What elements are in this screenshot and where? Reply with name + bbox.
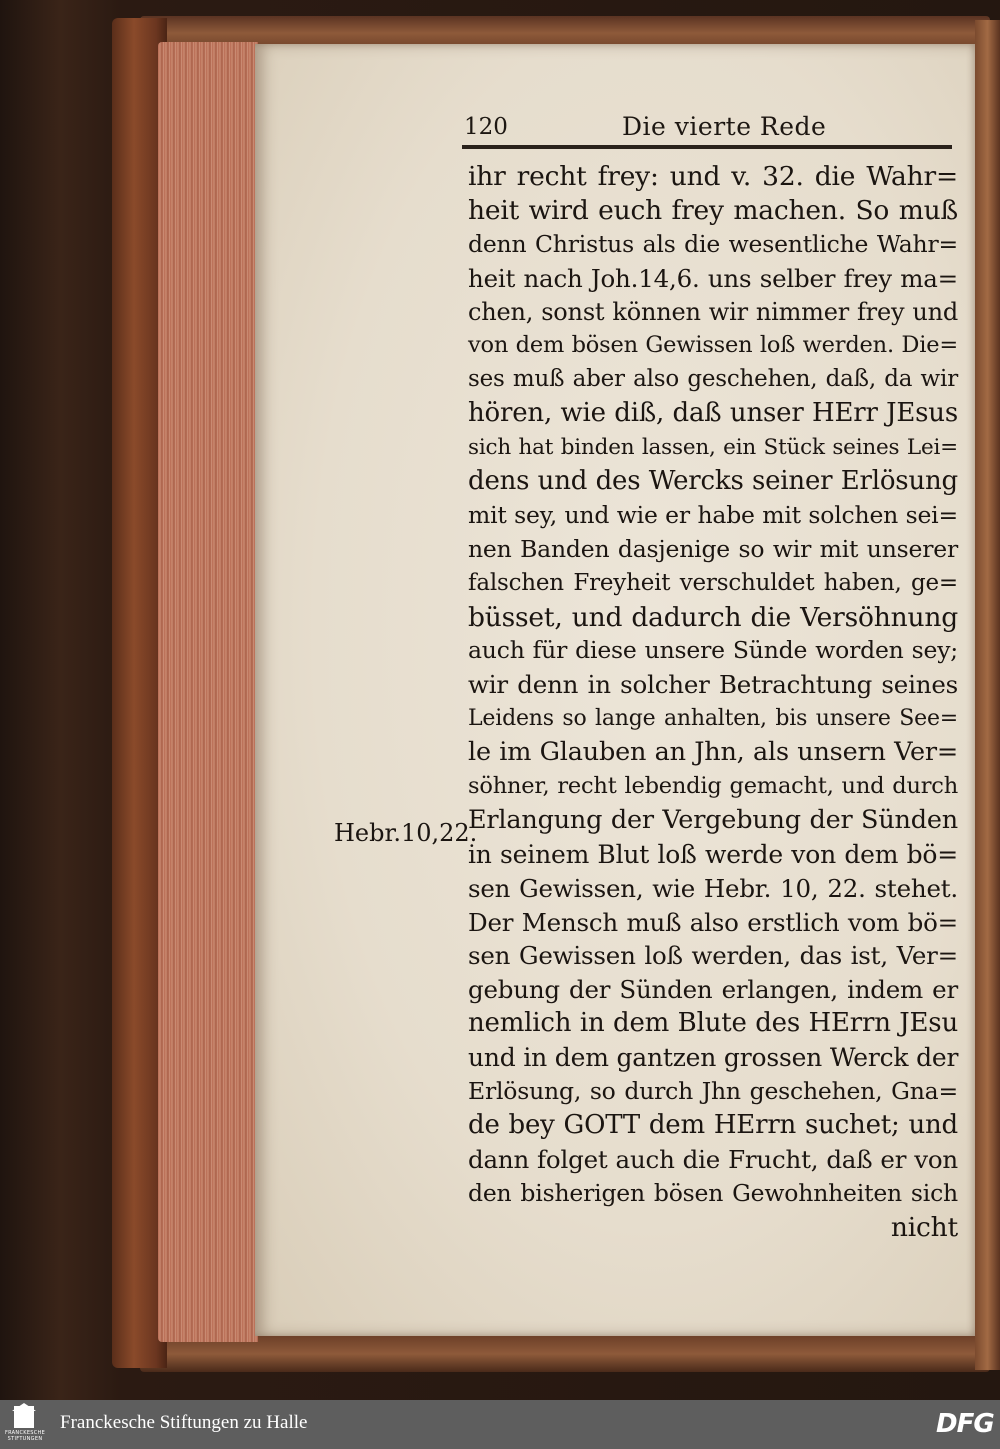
- text-line: dann folget auch die Frucht, daß er von: [468, 1144, 958, 1174]
- body-text: [468, 160, 958, 1245]
- margin-note: Hebr.10,22.: [334, 819, 478, 847]
- text-line: ses muß aber also geschehen, daß, da wir: [468, 366, 958, 393]
- page-header: [464, 110, 954, 144]
- funder-logo[interactable]: DFG: [936, 1409, 994, 1439]
- text-line: auch für diese unsere Sünde worden sey;: [468, 636, 958, 665]
- logo-line-1: FRANCKESCHE: [4, 1430, 46, 1436]
- text-line: nicht: [890, 1211, 958, 1243]
- text-line: ihr recht frey: und v. 32. die Wahr=: [468, 161, 958, 192]
- text-line: falschen Freyheit verschuldet haben, ge=: [468, 569, 958, 596]
- institution-logo[interactable]: [4, 1403, 46, 1446]
- text-line: Leidens so lange anhalten, bis unsere See=: [468, 706, 958, 732]
- book-cover-bottom: [140, 1336, 990, 1372]
- text-line: Erlangung der Vergebung der Sünden: [468, 804, 958, 835]
- text-line: dens und des Wercks seiner Erlösung: [468, 466, 958, 497]
- text-line: büsset, und dadurch die Versöhnung: [468, 601, 958, 633]
- text-line: sich hat binden lassen, ein Stück seines Lei=: [468, 435, 958, 461]
- text-line: nen Banden dasjenige so wir mit unserer: [468, 534, 958, 563]
- text-line: heit wird euch frey machen. So muß: [468, 194, 958, 226]
- header-rule: [462, 145, 952, 149]
- text-line: sen Gewissen loß werden, das ist, Ver=: [468, 941, 958, 971]
- text-line: den bisherigen bösen Gewohnheiten sich: [468, 1178, 958, 1207]
- text-line: sen Gewissen, wie Hebr. 10, 22. stehet.: [468, 873, 958, 903]
- text-line: hören, wie diß, daß unser HErr JEsus: [468, 398, 958, 429]
- text-line: in seinem Blut loß werde von dem bö=: [468, 839, 958, 869]
- footer-bar: [0, 1400, 1000, 1449]
- text-line: chen, sonst können wir nimmer frey und: [468, 297, 958, 326]
- text-line: gebung der Sünden erlangen, indem er: [468, 975, 958, 1005]
- page-number: 120: [464, 114, 508, 140]
- running-title: Die vierte Rede: [622, 112, 827, 141]
- text-line: wir denn in solcher Betrachtung seines: [468, 670, 958, 700]
- text-line: heit nach Joh.14,6. uns selber frey ma=: [468, 263, 958, 293]
- building-icon: [14, 1406, 34, 1428]
- text-line: le im Glauben an Jhn, als unsern Ver=: [468, 737, 958, 768]
- text-line: Der Mensch muß also erstlich vom bö=: [468, 907, 958, 937]
- institution-name[interactable]: Franckesche Stiftungen zu Halle: [60, 1412, 308, 1433]
- text-line: de bey GOTT dem HErrn suchet; und: [468, 1109, 958, 1140]
- logo-text: [2, 1430, 48, 1442]
- text-line: denn Christus als die wesentliche Wahr=: [468, 229, 958, 258]
- page-block-edges: [158, 42, 258, 1342]
- text-line: Erlösung, so durch Jhn geschehen, Gna=: [468, 1077, 958, 1106]
- logo-line-2: STIFTUNGEN: [7, 1436, 43, 1442]
- text-line: von dem bösen Gewissen loß werden. Die=: [468, 332, 958, 359]
- text-line: söhner, recht lebendig gemacht, und durch: [468, 773, 958, 800]
- book-cover-right: [975, 20, 1000, 1370]
- text-line: und in dem gantzen grossen Werck der: [468, 1043, 959, 1073]
- text-line: mit sey, und wie er habe mit solchen sei=: [468, 500, 958, 529]
- text-line: nemlich in dem Blute des HErrn JEsu: [468, 1008, 958, 1039]
